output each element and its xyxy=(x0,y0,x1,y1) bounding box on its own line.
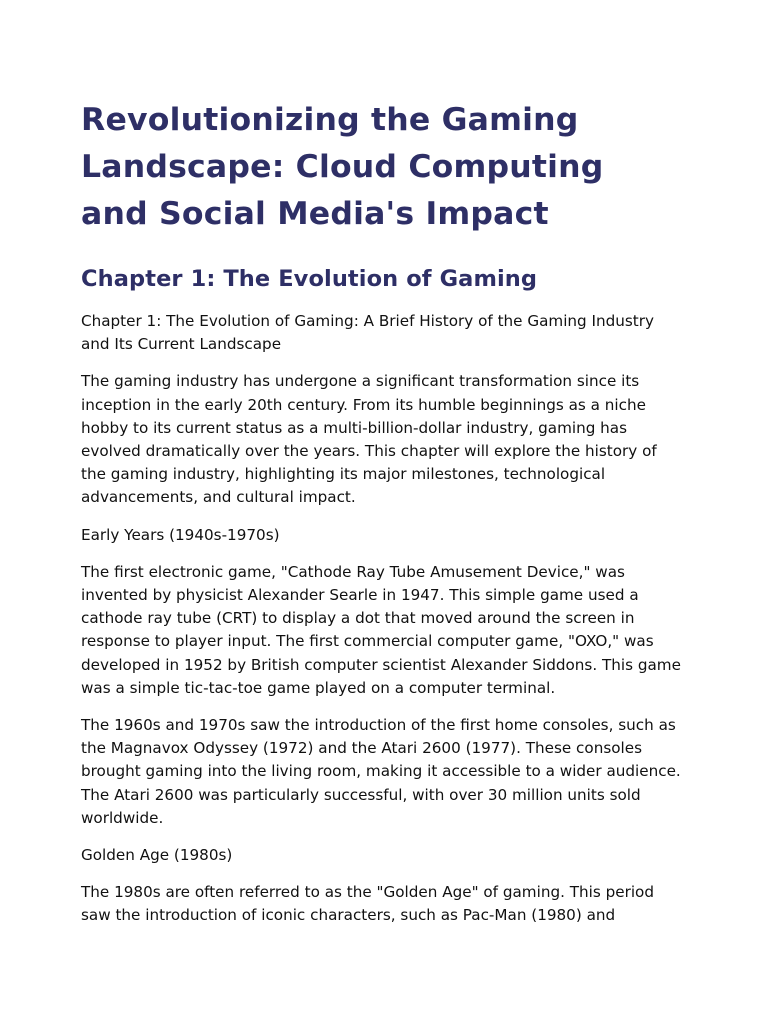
chapter-heading: Chapter 1: The Evolution of Gaming xyxy=(81,266,538,292)
section-label-golden-age: Golden Age (1980s) xyxy=(81,846,233,865)
paragraph-subtitle: Chapter 1: The Evolution of Gaming: A Brief History of the Gaming Industry and Its Current Landscape xyxy=(81,312,654,354)
paragraph-early-games: The first electronic game, "Cathode Ray Tube Amusement Device," was invented by physicist Alexander Searle in 1947. This simple game used a cathode ray tube (CRT) to display a dot that moved around the screen in response to player input. The first commercial computer game, "OXO," was developed in 1952 by British computer scientist Alexander Siddons. This game was a simple tic-tac-toe game played on a computer terminal. xyxy=(81,562,681,697)
paragraph-intro: The gaming industry has undergone a significant transformation since its inception in the early 20th century. From its humble beginnings as a niche hobby to its current status as a multi-billion-dollar industry, gaming has evolved dramatically over the years. This chapter will explore the history of the gaming industry, highlighting its major milestones, technological advancements, and cultural impact. xyxy=(81,372,657,507)
document-title: Revolutionizing the Gaming Landscape: Cloud Computing and Social Media's Impact xyxy=(81,102,604,232)
document-page xyxy=(81,97,681,928)
paragraph-golden-age: The 1980s are often referred to as the "Golden Age" of gaming. This period saw the introduction of iconic characters, such as Pac-Man (1980) and xyxy=(81,883,654,925)
section-label-early-years: Early Years (1940s-1970s) xyxy=(81,525,280,544)
paragraph-home-consoles: The 1960s and 1970s saw the introduction of the first home consoles, such as the Magnavox Odyssey (1972) and the Atari 2600 (1977). These consoles brought gaming into the living room, making it accessible to a wider audience. The Atari 2600 was particularly successful, with over 30 million units sold worldwide. xyxy=(81,716,681,827)
